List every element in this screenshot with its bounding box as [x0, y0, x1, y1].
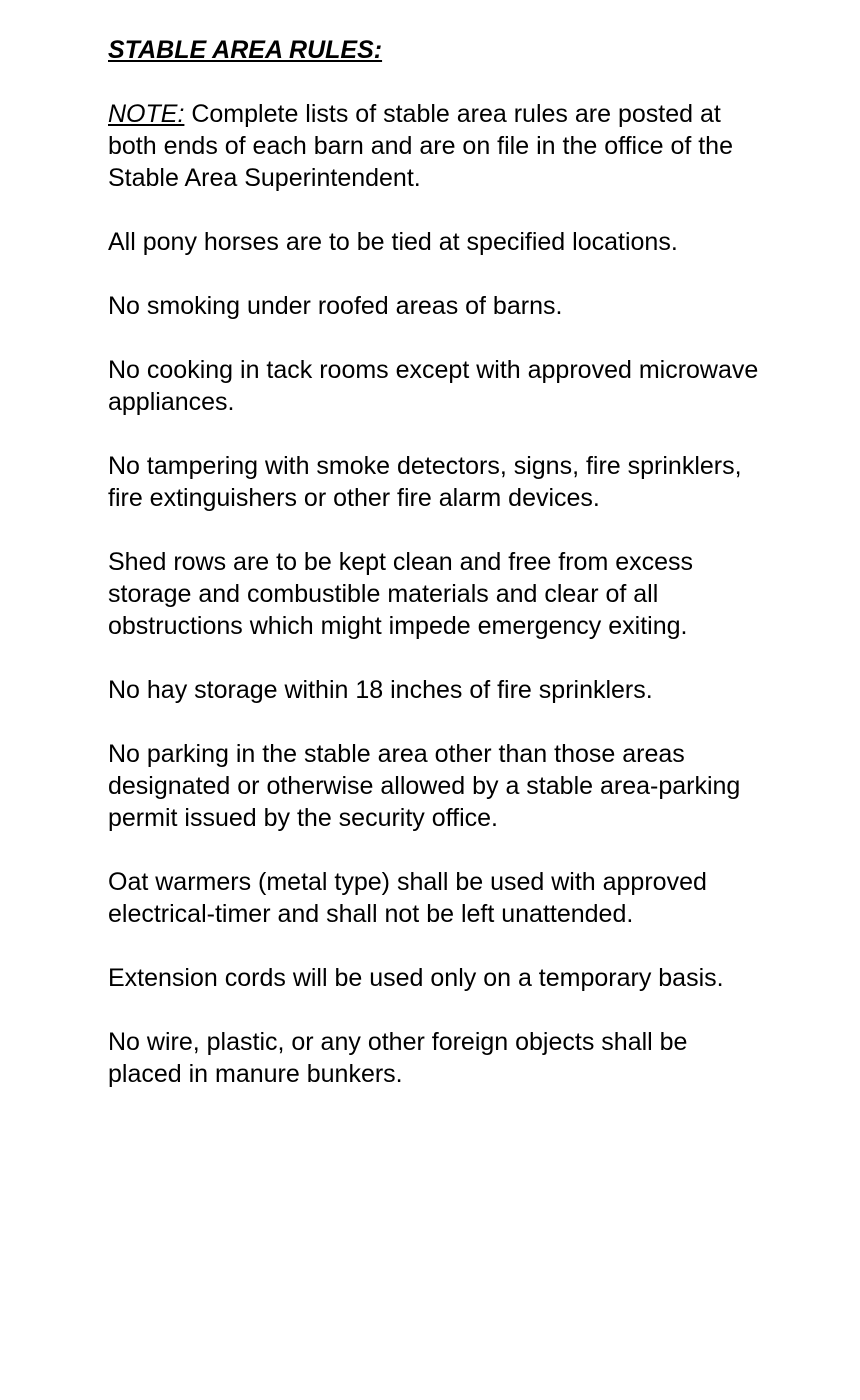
rule-item: No cooking in tack rooms except with approved microwave appliances. [108, 356, 759, 416]
rule-item: No smoking under roofed areas of barns. [108, 292, 563, 320]
rule-item: No hay storage within 18 inches of fire sprinklers. [108, 676, 653, 704]
rule-item: No tampering with smoke detectors, signs, fire sprinklers, fire extinguishers or other fire alarm devices. [108, 452, 742, 512]
rule-item: No parking in the stable area other than those areas designated or otherwise allowed by a stable area-parking permit issued by the security office. [108, 740, 741, 832]
rule-item: No wire, plastic, or any other foreign objects shall be placed in manure bunkers. [108, 1028, 688, 1088]
document-title: STABLE AREA RULES: [108, 36, 383, 64]
note-paragraph [108, 98, 768, 194]
rule-item: Oat warmers (metal type) shall be used with approved electrical-timer and shall not be left unattended. [108, 868, 707, 928]
rule-item: All pony horses are to be tied at specified locations. [108, 228, 678, 256]
rules-list [108, 226, 768, 1090]
note-label: NOTE: [108, 100, 185, 128]
rule-item: Shed rows are to be kept clean and free from excess storage and combustible materials and clear of all obstructions which might impede emergency exiting. [108, 548, 694, 640]
rule-item: Extension cords will be used only on a temporary basis. [108, 964, 724, 992]
note-text: Complete lists of stable area rules are posted at both ends of each barn and are on file in the office of the Stable Area Superintendent. [108, 100, 733, 192]
document-body [108, 34, 768, 1122]
